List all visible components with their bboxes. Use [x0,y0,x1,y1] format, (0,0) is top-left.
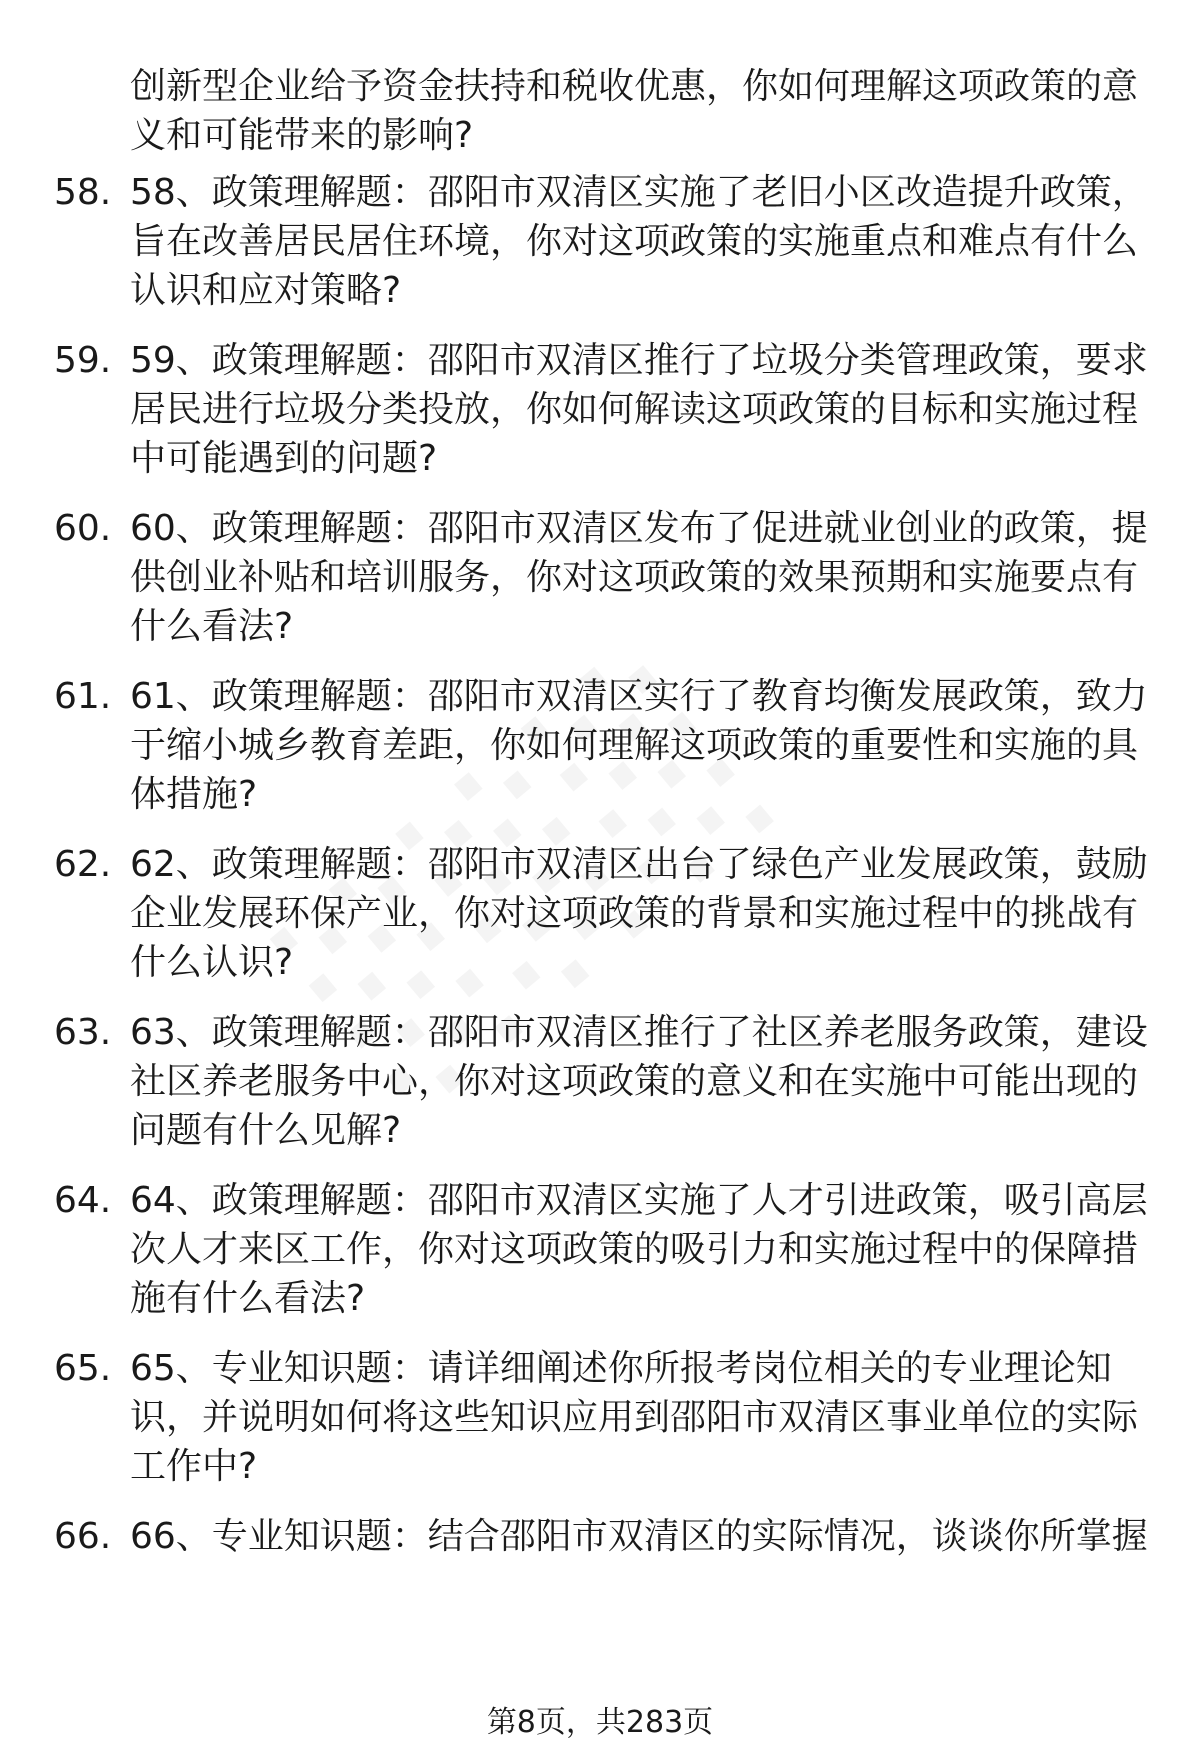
question-number: 58. [54,172,112,213]
question-number: 59. [54,340,112,381]
question-number: 64. [54,1180,112,1221]
question-number: 60. [54,508,112,549]
question-text: 61、政策理解题：邵阳市双清区实行了教育均衡发展政策，致力于缩小城乡教育差距，你如何理解这项政策的重要性和实施的具体措施? [130,676,1148,815]
question-number: 61. [54,676,112,717]
question-text: 65、专业知识题：请详细阐述你所报考岗位相关的专业理论知识，并说明如何将这些知识应用到邵阳市双清区事业单位的实际工作中? [130,1348,1139,1487]
question-text: 59、政策理解题：邵阳市双清区推行了垃圾分类管理政策，要求居民进行垃圾分类投放，你如何解读这项政策的目标和实施过程中可能遇到的问题? [130,340,1148,479]
question-text: 64、政策理解题：邵阳市双清区实施了人才引进政策，吸引高层次人才来区工作，你对这项政策的吸引力和实施过程中的保障措施有什么看法? [130,1180,1148,1319]
question-text: 58、政策理解题：邵阳市双清区实施了老旧小区改造提升政策，旨在改善居民居住环境，你对这项政策的实施重点和难点有什么认识和应对策略? [130,172,1148,311]
question-number: 62. [54,844,112,885]
question-text: 63、政策理解题：邵阳市双清区推行了社区养老服务政策，建设社区养老服务中心，你对这项政策的意义和在实施中可能出现的问题有什么见解? [130,1012,1148,1151]
question-number: 65. [54,1348,112,1389]
page-footer: 第8页，共283页 [486,1705,714,1740]
question-text: 66、专业知识题：结合邵阳市双清区的实际情况，谈谈你所掌握 [130,1516,1148,1557]
question-text: 62、政策理解题：邵阳市双清区出台了绿色产业发展政策，鼓励企业发展环保产业，你对这项政策的背景和实施过程中的挑战有什么认识? [130,844,1148,983]
question-number: 66. [54,1516,112,1557]
question-text: 60、政策理解题：邵阳市双清区发布了促进就业创业的政策，提供创业补贴和培训服务，你对这项政策的效果预期和实施要点有什么看法? [130,508,1148,647]
question-number: 63. [54,1012,112,1053]
continuation-paragraph: 创新型企业给予资金扶持和税收优惠，你如何理解这项政策的意义和可能带来的影响? [130,66,1139,156]
